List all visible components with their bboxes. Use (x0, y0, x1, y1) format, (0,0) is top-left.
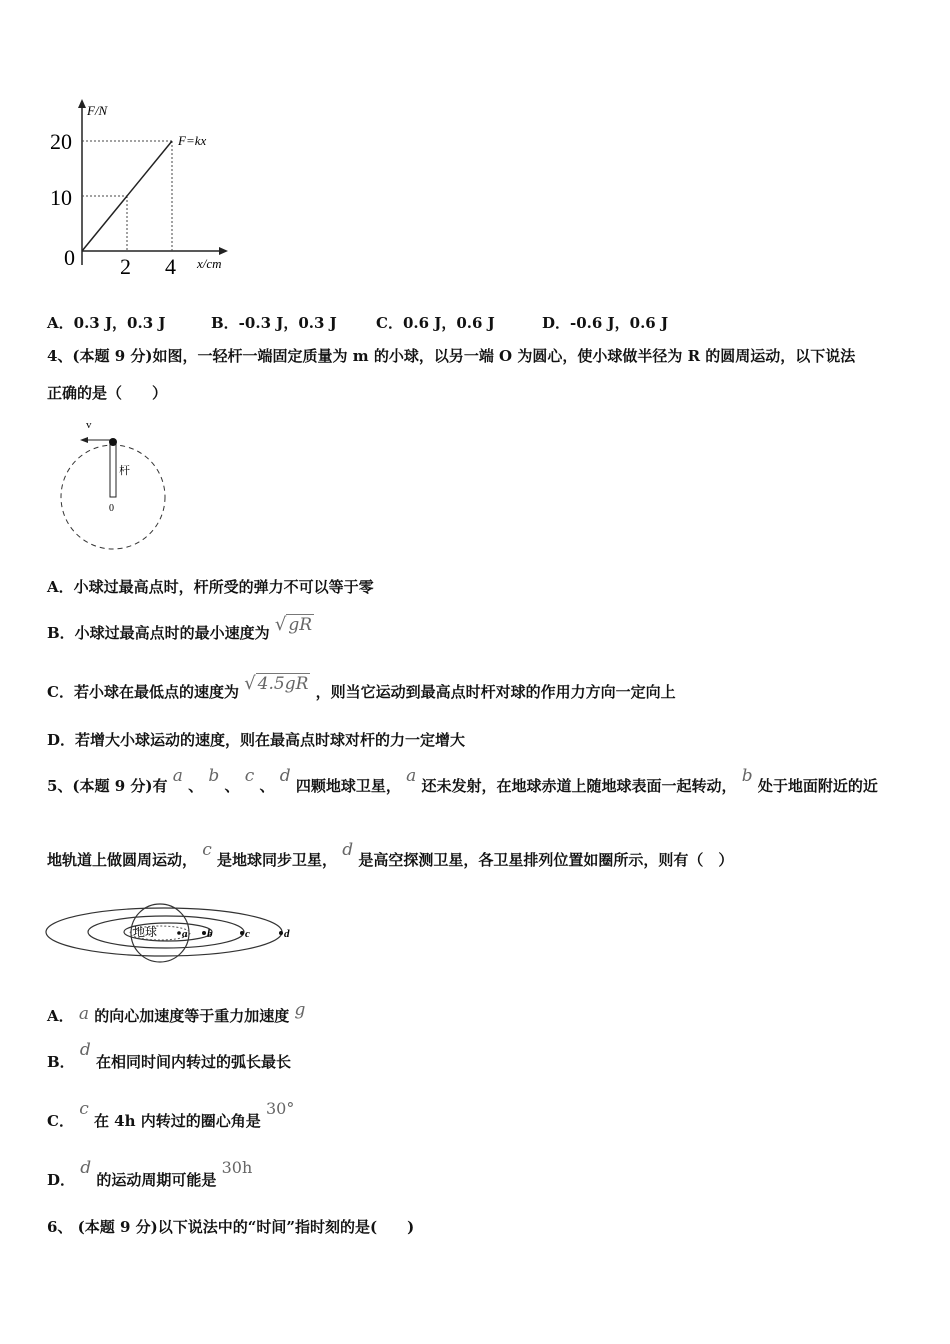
q5-option-c-label: C． (47, 1112, 74, 1130)
q4-option-c[interactable] (47, 673, 676, 702)
sat-a-label: a (182, 928, 188, 940)
q5-option-a-g: g (294, 1000, 306, 1020)
x-axis-label: x/cm (197, 256, 222, 271)
q5-option-a-sym: a (78, 1004, 90, 1024)
x-tick-4: 4 (165, 254, 176, 279)
q5-option-a[interactable] (47, 1000, 306, 1026)
q5-sym-d-2: d (342, 840, 354, 860)
q4-option-c-text-post: ，则当它运动到最高点时杆对球的作用力方向一定向上 (315, 683, 676, 701)
q5-sym-b: b (208, 766, 220, 786)
q4-option-c-text-pre: C．若小球在最低点的速度为 (47, 683, 239, 701)
q5-option-a-text: 的向心加速度等于重力加速度 (94, 1007, 290, 1025)
line-label: F=kx (178, 133, 207, 148)
sat-d-label: d (284, 928, 290, 940)
q4-option-d[interactable]: D．若增大小球运动的速度，则在最高点时球对杆的力一定增大 (47, 731, 466, 749)
q4-option-a[interactable]: A．小球过最高点时，杆所受的弹力不可以等于零 (47, 578, 374, 596)
q5-sep-3: 、 (259, 777, 275, 795)
orbit-c (88, 916, 244, 948)
q3-options (0, 312, 950, 332)
q3-option-d[interactable]: D．-0.6 J，0.6 J (542, 314, 669, 332)
y-tick-10: 10 (50, 185, 72, 210)
q5-option-a-label: A． (47, 1007, 74, 1025)
q5-sym-d: d (279, 766, 291, 786)
rod-circle-figure (58, 412, 178, 554)
q5-stem-line1 (47, 766, 878, 796)
q5-option-c-sym: c (79, 1099, 89, 1119)
q5-option-d-math: 30h (221, 1158, 253, 1177)
ball (109, 438, 117, 446)
q4-option-b-text: B．小球过最高点时的最小速度为 (47, 624, 270, 642)
q5-option-d[interactable] (47, 1158, 253, 1190)
q5-option-b-sym: d (79, 1040, 91, 1060)
sat-a-dot (177, 931, 181, 935)
q5-line2-pre: 地轨道上做圆周运动， (47, 851, 198, 869)
x-tick-2: 2 (120, 254, 131, 279)
q5-sym-c-2: c (202, 840, 212, 860)
center-label: 0 (109, 503, 114, 514)
y-axis-arrow (78, 99, 86, 108)
q5-stem-mid3: 处于地面附近的近 (757, 777, 878, 795)
y-tick-0: 0 (64, 245, 75, 270)
q5-stem-pre: 5、(本题 9 分)有 (47, 777, 168, 795)
velocity-arrowhead (80, 437, 88, 443)
q5-option-c-text: 在 4h 内转过的圈心角是 (93, 1112, 261, 1130)
sat-b-label: b (207, 928, 213, 940)
q5-sep-2: 、 (224, 777, 240, 795)
q5-option-d-label: D． (47, 1171, 76, 1189)
sat-d-dot (279, 931, 283, 935)
force-extension-graph (40, 95, 240, 285)
sat-b-dot (202, 931, 206, 935)
q4-option-c-math: √ 4.5gR (244, 673, 309, 694)
q5-option-b-text: 在相同时间内转过的弧长最长 (96, 1053, 292, 1071)
q5-sym-b-2: b (741, 766, 753, 786)
rod-label: 杆 (119, 465, 130, 477)
q5-sep-1: 、 (188, 777, 204, 795)
q4-option-b[interactable] (47, 614, 314, 643)
satellite-orbits-figure (44, 900, 304, 970)
x-axis-arrow (219, 247, 228, 255)
q5-option-b[interactable] (47, 1040, 292, 1072)
q5-sym-a-2: a (406, 766, 417, 786)
q4-option-b-math: √ gR (274, 614, 313, 635)
q5-option-d-text: 的运动周期可能是 (96, 1171, 217, 1189)
q3-option-c[interactable]: C．0.6 J，0.6 J (376, 314, 495, 332)
y-axis-label: F/N (87, 103, 108, 118)
earth-label: 地球 (133, 925, 158, 939)
y-tick-20: 20 (50, 129, 72, 154)
q5-line2-post: 是高空探测卫星，各卫星排列位置如圈所示，则有（ ） (358, 851, 734, 869)
q5-sym-c: c (244, 766, 255, 786)
sat-c-label: c (245, 928, 250, 940)
q6-stem: 6、 (本题 9 分)以下说法中的“时间”指时刻的是( ) (47, 1218, 415, 1236)
q5-stem-mid1: 四颗地球卫星， (295, 777, 401, 795)
q4-stem-line1: 4、(本题 9 分)如图，一轻杆一端固定质量为 m 的小球，以另一端 O 为圆心，使小球做半径为 R 的圆周运动，以下说法 (47, 347, 856, 365)
q5-stem-mid2: 还未发射，在地球赤道上随地球表面一起转动， (421, 777, 737, 795)
q5-sym-a: a (172, 766, 183, 786)
q3-option-a[interactable]: A．0.3 J，0.3 J (47, 314, 166, 332)
q5-option-b-label: B． (47, 1053, 75, 1071)
q5-option-c[interactable] (47, 1099, 295, 1131)
q5-line2-mid: 是地球同步卫星， (217, 851, 338, 869)
rod (110, 443, 116, 497)
q5-stem-line2 (47, 840, 734, 870)
velocity-label: v (86, 419, 92, 431)
q3-option-b[interactable]: B．-0.3 J，0.3 J (211, 314, 337, 332)
q5-option-c-math: 30° (265, 1099, 295, 1118)
q4-stem-line2: 正确的是（ ） (47, 384, 168, 402)
sat-c-dot (240, 931, 244, 935)
q5-option-d-sym: d (80, 1158, 92, 1178)
